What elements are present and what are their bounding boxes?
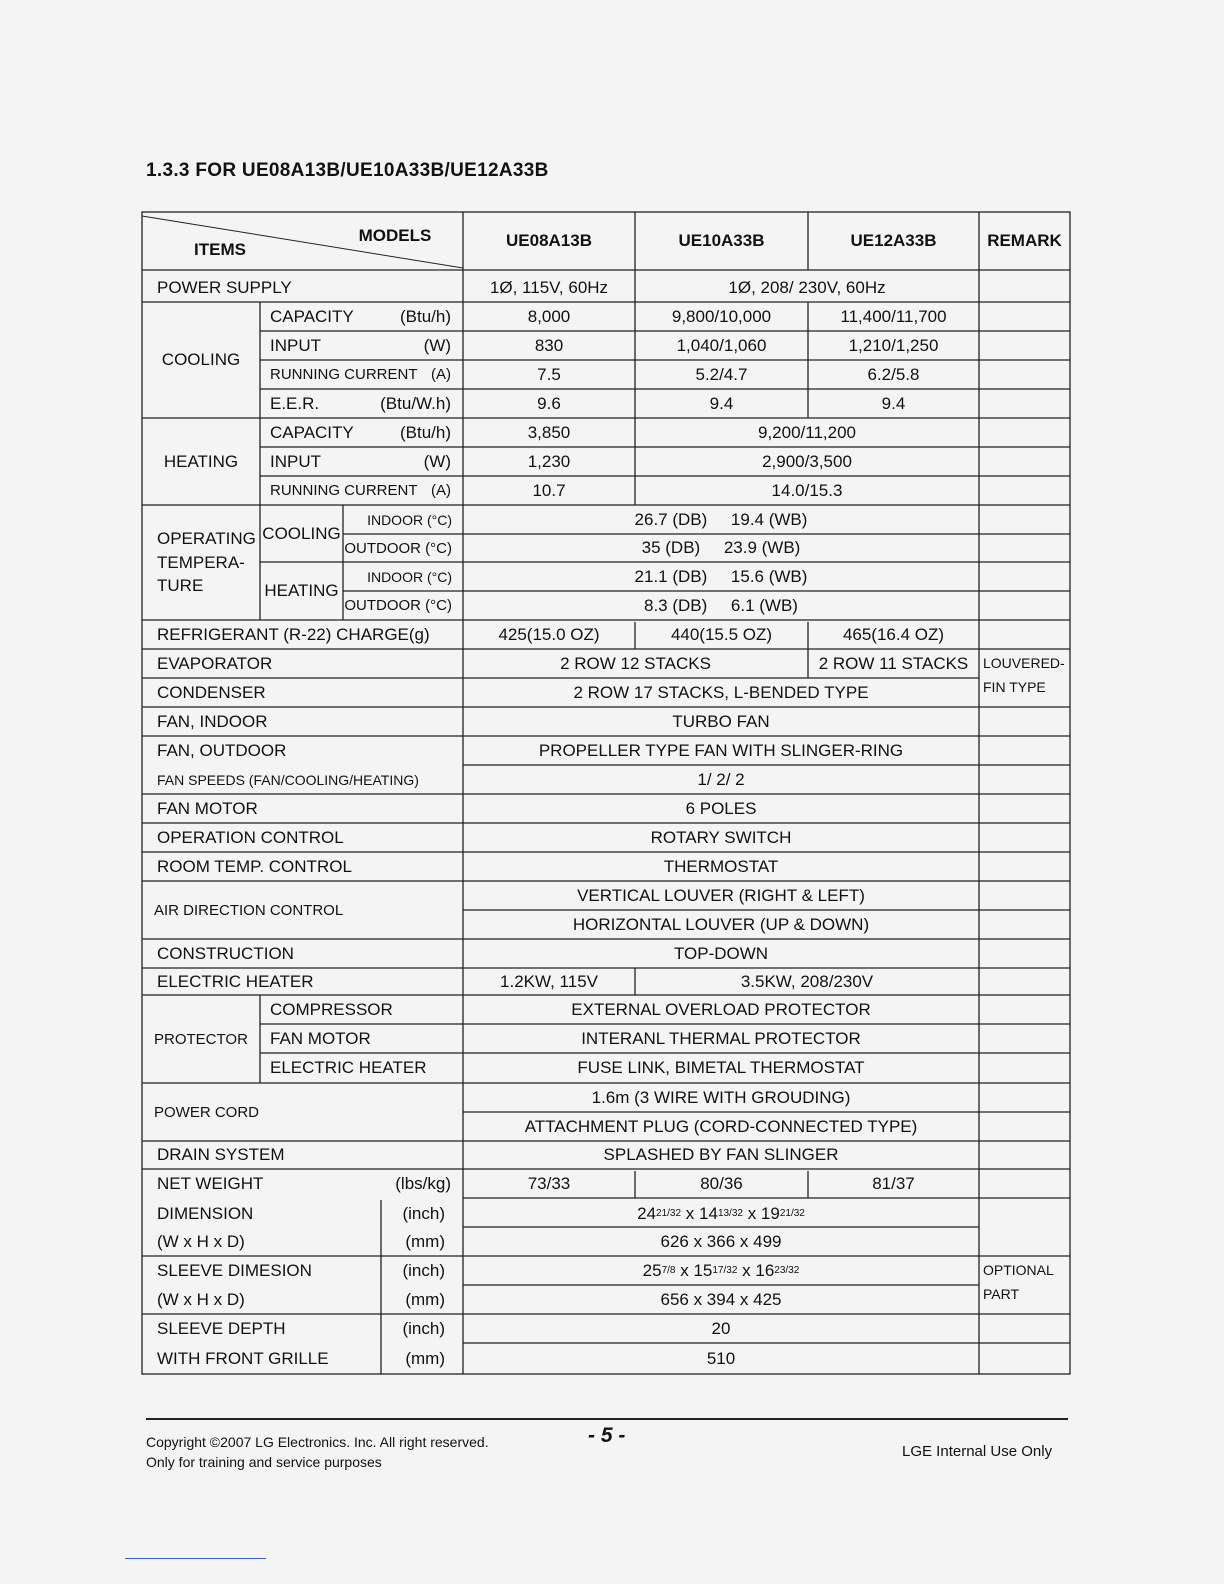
evaporator-label: EVAPORATOR bbox=[157, 653, 273, 673]
heat-outdoor-label: OUTDOOR (°C) bbox=[344, 597, 452, 614]
electric-heater-2-3: 3.5KW, 208/230V bbox=[740, 971, 874, 991]
model-3-header: UE12A33B bbox=[850, 231, 937, 250]
operating-temp-group-label bbox=[142, 505, 260, 620]
footer-rule bbox=[146, 1418, 1068, 1420]
power-cord-plug: ATTACHMENT PLUG (CORD-CONNECTED TYPE) bbox=[524, 1116, 918, 1136]
cooling-capacity-3: 11,400/11,700 bbox=[840, 306, 947, 326]
fan-speeds-label: FAN SPEEDS (FAN/COOLING/HEATING) bbox=[157, 771, 419, 788]
cooling-capacity-2: 9,800/10,000 bbox=[671, 306, 772, 326]
fan-outdoor-value: PROPELLER TYPE FAN WITH SLINGER-RING bbox=[538, 740, 904, 760]
evaporator-remark: LOUVERED-FIN TYPE bbox=[983, 655, 1065, 695]
refrigerant-3: 465(16.4 OZ) bbox=[842, 624, 945, 644]
room-temp-value: THERMOSTAT bbox=[663, 856, 779, 876]
cooling-capacity-1: 8,000 bbox=[527, 306, 571, 326]
operating-label-line1: OPERATING bbox=[157, 528, 256, 548]
cooling-current-2: 5.2/4.7 bbox=[695, 364, 748, 384]
heating-capacity-1: 3,850 bbox=[527, 422, 571, 442]
heat-indoor-value: 21.1 (DB) 15.6 (WB) bbox=[634, 566, 808, 586]
power-supply-value-1: 1Ø, 115V, 60Hz bbox=[489, 277, 609, 297]
cool-indoor-value: 26.7 (DB) 19.4 (WB) bbox=[634, 509, 808, 529]
footer-internal-use: LGE Internal Use Only bbox=[902, 1443, 1053, 1460]
heating-input-1: 1,230 bbox=[527, 451, 571, 471]
construction-label: CONSTRUCTION bbox=[157, 943, 294, 963]
sleeve-depth-label-grille: WITH FRONT GRILLE bbox=[157, 1348, 329, 1368]
operating-label-line3: TURE bbox=[157, 576, 204, 596]
condenser-value: 2 ROW 17 STACKS, L-BENDED TYPE bbox=[573, 682, 869, 702]
fan-indoor-label: FAN, INDOOR bbox=[157, 711, 268, 731]
sleeve-label-whd: (W x H x D) bbox=[157, 1289, 245, 1309]
fan-motor-value: 6 POLES bbox=[685, 798, 757, 818]
cooling-eer-label: E.E.R. (Btu/W.h) bbox=[270, 393, 451, 413]
cooling-current-label: RUNNING CURRENT (A) bbox=[270, 366, 451, 383]
footer-copyright: Copyright ©2007 LG Electronics. Inc. All right reserved. bbox=[146, 1434, 489, 1450]
sleeve-depth-inch-value: 20 bbox=[711, 1318, 731, 1338]
sleeve-depth-unit-inch: (inch) bbox=[402, 1318, 445, 1338]
heating-capacity-label: CAPACITY (Btu/h) bbox=[270, 422, 451, 442]
sleeve-remark: OPTIONAL PART bbox=[983, 1262, 1054, 1302]
power-cord-wire: 1.6m (3 WIRE WITH GROUDING) bbox=[591, 1087, 851, 1107]
net-weight-1: 73/33 bbox=[527, 1174, 571, 1193]
cooling-current-3: 6.2/5.8 bbox=[867, 364, 920, 384]
heating-group-label: HEATING bbox=[163, 451, 239, 471]
fan-indoor-value: TURBO FAN bbox=[672, 711, 770, 731]
cool-outdoor-value: 35 (DB) 23.9 (WB) bbox=[641, 538, 801, 557]
dimension-label-whd: (W x H x D) bbox=[157, 1231, 245, 1251]
protector-heater-label: ELECTRIC HEATER bbox=[270, 1058, 427, 1077]
heating-input-label: INPUT (W) bbox=[270, 451, 451, 471]
remark-header: REMARK bbox=[987, 231, 1062, 250]
protector-fan-motor-label: FAN MOTOR bbox=[270, 1028, 371, 1048]
cool-outdoor-label: OUTDOOR (°C) bbox=[344, 539, 452, 557]
protector-compressor-label: COMPRESSOR bbox=[270, 999, 393, 1019]
heating-current-1: 10.7 bbox=[532, 480, 566, 500]
condenser-label: CONDENSER bbox=[157, 682, 266, 702]
page-number: - 5 - bbox=[588, 1424, 626, 1447]
drain-value: SPLASHED BY FAN SLINGER bbox=[603, 1145, 839, 1164]
section-title: 1.3.3 FOR UE08A13B/UE10A33B/UE12A33B bbox=[146, 160, 549, 181]
drain-label: DRAIN SYSTEM bbox=[157, 1145, 285, 1164]
air-direction-horizontal: HORIZONTAL LOUVER (UP & DOWN) bbox=[572, 914, 870, 934]
sleeve-label: SLEEVE DIMESION bbox=[157, 1260, 312, 1280]
dimension-unit-mm: (mm) bbox=[405, 1231, 445, 1251]
dimension-inch-value: 24 21/32 x 14 13/32 x 19 21/32 bbox=[637, 1203, 805, 1223]
operation-control-label: OPERATION CONTROL bbox=[157, 827, 344, 847]
refrigerant-1: 425(15.0 OZ) bbox=[498, 624, 600, 644]
heating-current-2-3: 14.0/15.3 bbox=[771, 480, 843, 500]
heating-capacity-2-3: 9,200/11,200 bbox=[758, 422, 856, 442]
dimension-mm-value: 626 x 366 x 499 bbox=[660, 1231, 782, 1251]
operating-heating-label: HEATING bbox=[264, 581, 339, 600]
model-1-header: UE08A13B bbox=[506, 231, 592, 250]
cooling-eer-2: 9.4 bbox=[709, 393, 734, 413]
power-supply-label: POWER SUPPLY bbox=[157, 277, 292, 297]
sleeve-unit-mm: (mm) bbox=[405, 1289, 445, 1309]
evaporator-1-2: 2 ROW 12 STACKS bbox=[560, 653, 711, 673]
air-direction-vertical: VERTICAL LOUVER (RIGHT & LEFT) bbox=[577, 885, 865, 905]
heat-outdoor-value: 8.3 (DB) 6.1 (WB) bbox=[644, 595, 798, 615]
cooling-eer-3: 9.4 bbox=[881, 393, 906, 413]
protector-compressor-value: EXTERNAL OVERLOAD PROTECTOR bbox=[571, 999, 871, 1019]
cooling-input-3: 1,210/1,250 bbox=[848, 335, 939, 355]
items-header-label: ITEMS bbox=[194, 240, 246, 259]
cooling-input-2: 1,040/1,060 bbox=[676, 335, 767, 355]
operating-label-line2: TEMPERA- bbox=[157, 552, 245, 572]
evaporator-3: 2 ROW 11 STACKS bbox=[818, 653, 969, 673]
cooling-group-label: COOLING bbox=[161, 350, 241, 369]
cooling-input-label: INPUT (W) bbox=[270, 335, 451, 355]
models-header-label: MODELS bbox=[358, 226, 432, 245]
heating-input-2-3: 2,900/3,500 bbox=[762, 451, 852, 471]
refrigerant-label: REFRIGERANT (R-22) CHARGE(g) bbox=[157, 624, 430, 644]
construction-value: TOP-DOWN bbox=[673, 943, 769, 963]
sleeve-depth-unit-mm: (mm) bbox=[405, 1348, 445, 1368]
operation-control-value: ROTARY SWITCH bbox=[650, 827, 792, 847]
cool-indoor-label: INDOOR (°C) bbox=[367, 511, 452, 528]
net-weight-3: 81/37 bbox=[872, 1174, 915, 1193]
net-weight-label: NET WEIGHT bbox=[157, 1174, 264, 1193]
bottom-link-underline bbox=[125, 1558, 266, 1559]
sleeve-inch-value: 25 7/8 x 15 17/32 x 16 23/32 bbox=[642, 1260, 800, 1280]
model-2-header: UE10A33B bbox=[678, 231, 765, 250]
dimension-unit-inch: (inch) bbox=[402, 1203, 445, 1223]
cooling-capacity-label: CAPACITY (Btu/h) bbox=[270, 306, 451, 326]
net-weight-2: 80/36 bbox=[700, 1174, 743, 1193]
fan-speeds-value: 1/ 2/ 2 bbox=[697, 769, 745, 789]
power-cord-label: POWER CORD bbox=[154, 1103, 259, 1121]
air-direction-label: AIR DIRECTION CONTROL bbox=[154, 901, 344, 919]
cooling-eer-1: 9.6 bbox=[537, 393, 561, 413]
sleeve-depth-mm-value: 510 bbox=[706, 1348, 736, 1368]
net-weight-unit: (lbs/kg) bbox=[395, 1174, 451, 1193]
protector-heater-value: FUSE LINK, BIMETAL THERMOSTAT bbox=[577, 1058, 865, 1077]
sleeve-unit-inch: (inch) bbox=[402, 1260, 445, 1280]
dimension-label: DIMENSION bbox=[157, 1203, 254, 1223]
protector-group-label: PROTECTOR bbox=[154, 1030, 248, 1048]
refrigerant-2: 440(15.5 OZ) bbox=[670, 624, 773, 644]
room-temp-label: ROOM TEMP. CONTROL bbox=[157, 856, 352, 876]
fan-outdoor-label: FAN, OUTDOOR bbox=[157, 740, 287, 760]
electric-heater-1: 1.2KW, 115V bbox=[500, 971, 598, 991]
heating-current-label: RUNNING CURRENT (A) bbox=[270, 482, 451, 499]
cooling-input-1: 830 bbox=[534, 335, 564, 355]
operating-cooling-label: COOLING bbox=[262, 523, 341, 543]
electric-heater-label: ELECTRIC HEATER bbox=[157, 971, 314, 991]
sleeve-mm-value: 656 x 394 x 425 bbox=[660, 1289, 782, 1309]
footer-training-note: Only for training and service purposes bbox=[146, 1454, 382, 1470]
cooling-current-1: 7.5 bbox=[537, 364, 561, 384]
protector-fan-motor-value: INTERANL THERMAL PROTECTOR bbox=[581, 1028, 861, 1048]
heat-indoor-label: INDOOR (°C) bbox=[367, 568, 452, 585]
sleeve-depth-label: SLEEVE DEPTH bbox=[157, 1318, 286, 1338]
power-supply-value-2-3: 1Ø, 208/ 230V, 60Hz bbox=[728, 277, 886, 297]
fan-motor-label: FAN MOTOR bbox=[157, 798, 258, 818]
